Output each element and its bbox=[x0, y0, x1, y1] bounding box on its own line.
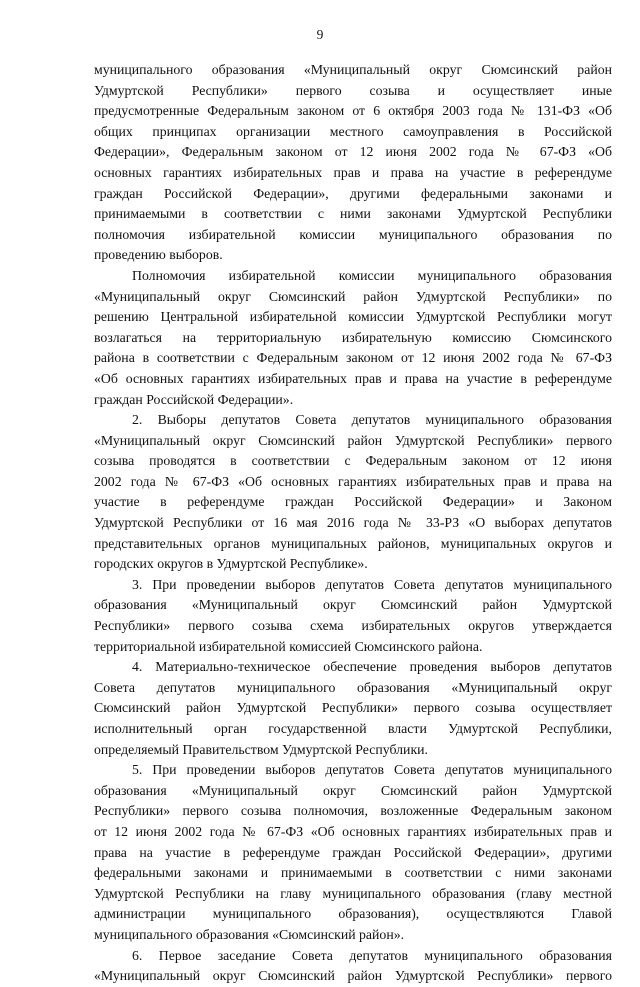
text-line: полномочия избирательной комиссии муниципального образования по bbox=[94, 226, 612, 242]
paragraph bbox=[94, 60, 612, 266]
text-line: «Муниципальный округ Сюмсинский район Удмуртской Республики» по bbox=[94, 288, 612, 304]
text-line: общих принципах организации местного самоуправления в Российской bbox=[94, 123, 612, 139]
paragraph bbox=[94, 410, 612, 575]
text-line: Республики» первого созыва схема избирательных округов утверждается bbox=[94, 618, 612, 634]
text-line: образования «Муниципальный округ Сюмсинский район Удмуртской bbox=[94, 782, 612, 798]
text-line: «Об основных гарантиях избирательных прав и права на участие в референдуме bbox=[94, 370, 612, 386]
text-line: проведению выборов. bbox=[94, 247, 223, 263]
text-line: администрации муниципального образования), осуществляются Главой bbox=[94, 906, 612, 922]
text-line: муниципального образования «Сюмсинский район». bbox=[94, 926, 405, 942]
text-line: 2. Выборы депутатов Совета депутатов муниципального образования bbox=[132, 412, 612, 428]
text-line: основных гарантиях избирательных прав и права на участие в референдуме bbox=[94, 164, 612, 180]
text-line: граждан Российской Федерации». bbox=[94, 391, 294, 407]
text-line: права на участие в референдуме граждан Российской Федерации», другими bbox=[94, 844, 612, 860]
text-line: «Муниципальный округ Сюмсинский район Удмуртской Республики» первого bbox=[94, 432, 612, 448]
text-line: принимаемыми в соответствии с ними законами Удмуртской Республики bbox=[94, 206, 612, 222]
text-line: определяемый Правительством Удмуртской Республики. bbox=[94, 741, 428, 757]
text-line: муниципального образования «Муниципальный округ Сюмсинский район bbox=[94, 62, 612, 77]
text-line: Федерации», Федеральным законом от 12 июня 2002 года № 67-ФЗ «Об bbox=[94, 144, 612, 160]
text-line: исполнительный орган государственной власти Удмуртской Республики, bbox=[94, 721, 612, 736]
text-line: представительных органов муниципальных районов, муниципальных округов и bbox=[94, 535, 612, 551]
text-line: созыва проводятся в соответствии с Федеральным законом от 12 июня bbox=[94, 453, 612, 469]
text-line: территориальной избирательной комиссией Сюмсинского района. bbox=[94, 638, 483, 654]
paragraph bbox=[94, 657, 612, 760]
text-line: 6. Первое заседание Совета депутатов муниципального образования bbox=[132, 947, 612, 963]
text-line: Удмуртской Республики на главу муниципального образования (главу местной bbox=[94, 885, 612, 901]
text-line: 3. При проведении выборов депутатов Совета депутатов муниципального bbox=[132, 576, 612, 592]
text-line: городских округов в Удмуртской Республике». bbox=[94, 556, 368, 572]
text-line: 2002 года № 67-ФЗ «Об основных гарантиях избирательных прав и права на bbox=[94, 473, 612, 489]
text-line: федеральными законами и принимаемыми в соответствии с ними законами bbox=[94, 865, 612, 881]
paragraph bbox=[94, 946, 612, 987]
paragraph bbox=[94, 575, 612, 657]
text-line: Совета депутатов муниципального образования «Муниципальный округ bbox=[94, 679, 612, 695]
text-line: Республики» первого созыва полномочия, возложенные Федеральным законом bbox=[94, 803, 612, 819]
text-line: Удмуртской Республики» первого созыва и осуществляет иные bbox=[94, 82, 612, 98]
text-line: «Муниципальный округ Сюмсинский район Удмуртской Республики» первого bbox=[94, 968, 612, 984]
text-line: граждан Российской Федерации», другими федеральными законами и bbox=[94, 185, 612, 201]
page-number: 9 bbox=[316, 27, 324, 42]
text-line: района в соответствии с Федеральным законом от 12 июня 2002 года № 67-ФЗ bbox=[94, 350, 612, 366]
text-line: Полномочия избирательной комиссии муниципального образования bbox=[132, 267, 612, 283]
paragraph bbox=[94, 760, 612, 945]
text-line: предусмотренные Федеральным законом от 6 октября 2003 года № 131-ФЗ «Об bbox=[94, 103, 612, 119]
text-line: Сюмсинский район Удмуртской Республики» первого созыва осуществляет bbox=[94, 700, 612, 716]
text-line: от 12 июня 2002 года № 67-ФЗ «Об основных гарантиях избирательных прав и bbox=[94, 823, 612, 839]
text-line: образования «Муниципальный округ Сюмсинский район Удмуртской bbox=[94, 597, 612, 613]
text-line: 5. При проведении выборов депутатов Совета депутатов муниципального bbox=[132, 762, 612, 778]
text-line: Удмуртской Республики от 16 мая 2016 года № 33-РЗ «О выборах депутатов bbox=[94, 515, 612, 531]
text-line: участие в референдуме граждан Российской Федерации» и Законом bbox=[94, 494, 612, 510]
text-line: решению Центральной избирательной комиссии Удмуртской Республики могут bbox=[94, 309, 612, 325]
text-line: возлагаться на территориальную избирательную комиссию Сюмсинского bbox=[94, 329, 612, 345]
paragraph bbox=[94, 266, 612, 410]
text-line: 4. Материально-техническое обеспечение проведения выборов депутатов bbox=[132, 659, 612, 675]
document-body bbox=[94, 60, 612, 987]
